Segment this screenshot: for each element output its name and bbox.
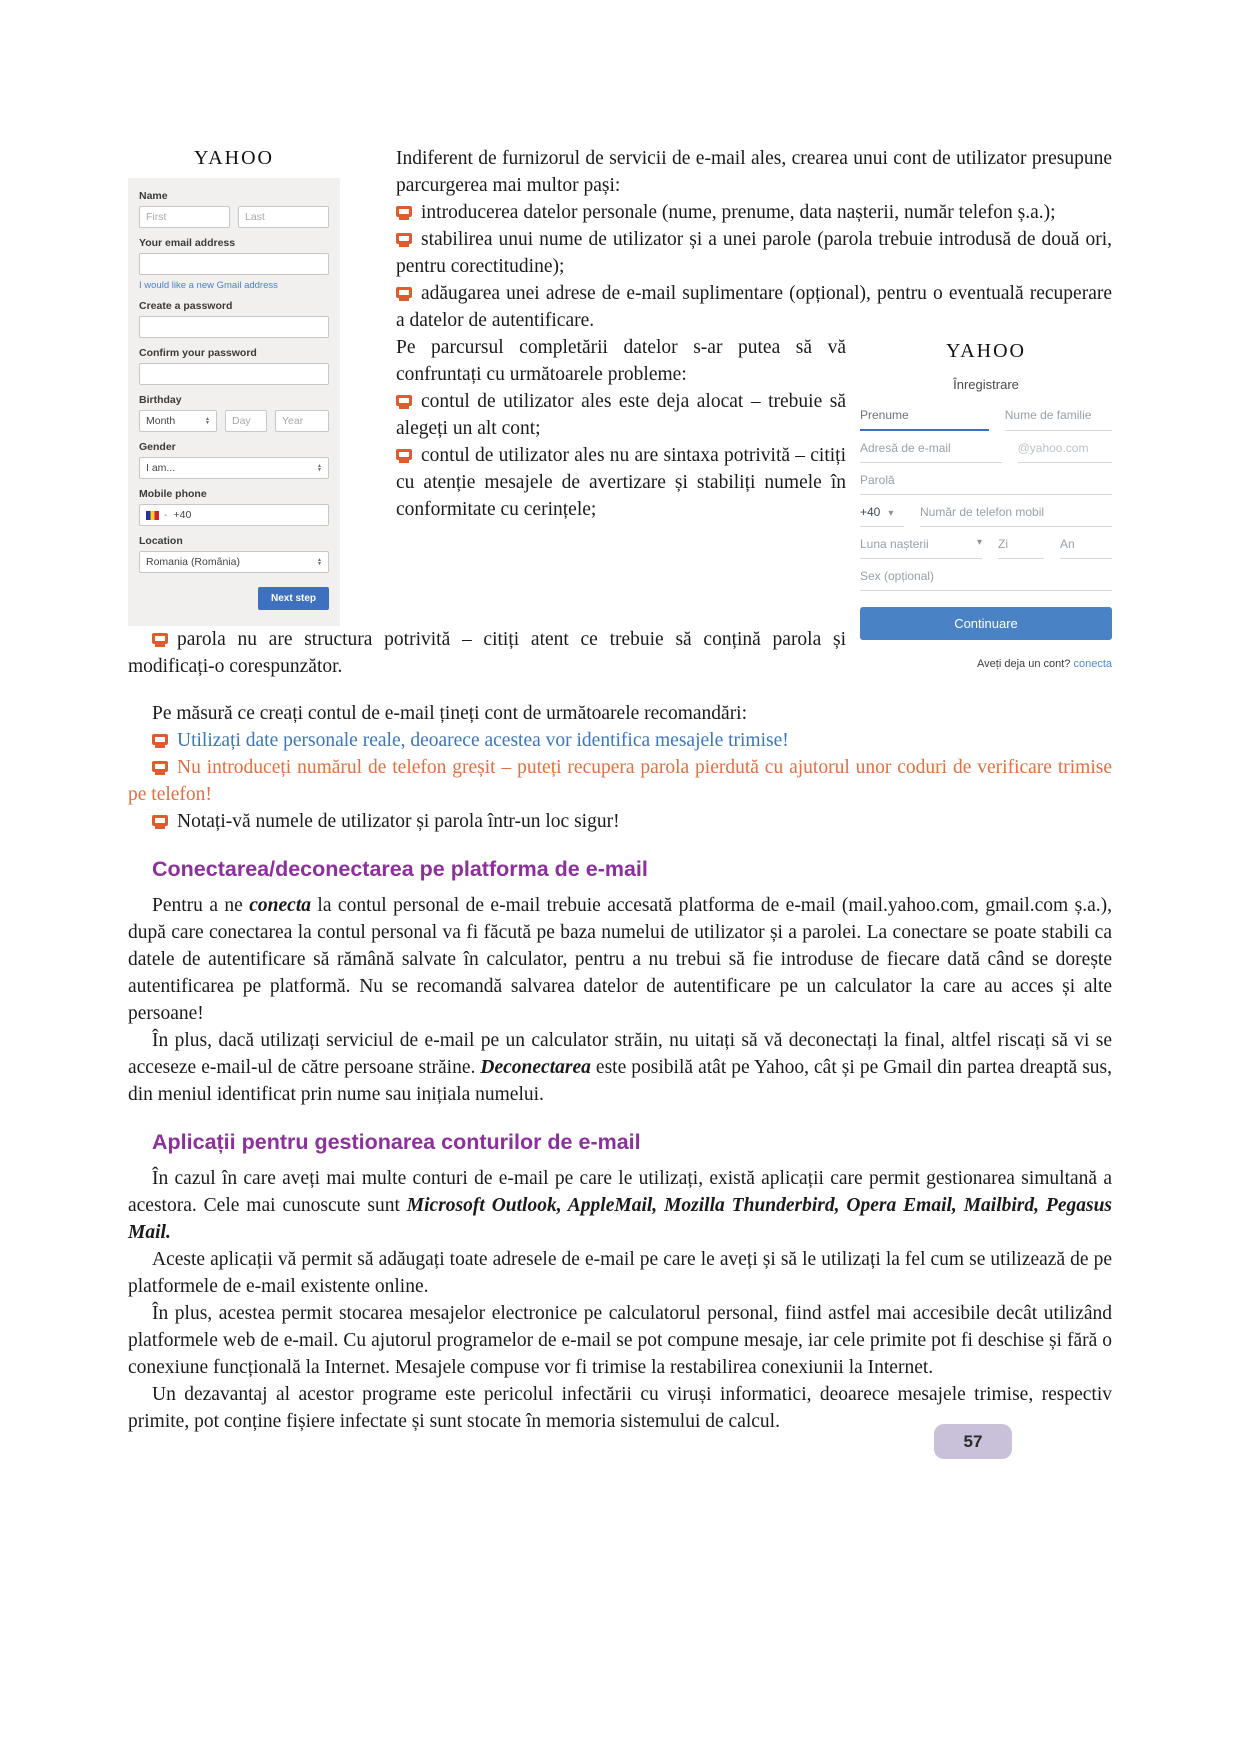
chevron-down-icon — [888, 508, 893, 519]
first-name-input[interactable] — [139, 206, 230, 228]
birth-day-input[interactable]: Zi — [998, 533, 1044, 559]
email-row — [860, 437, 1112, 463]
location-label: Location — [139, 535, 183, 547]
name-row — [139, 206, 329, 228]
paragraph-text: este posibilă atât pe Yahoo, cât și pe Gmail din partea dreaptă sus, din meniul identificat prin nume sau inițiala numelui. — [128, 1057, 1112, 1105]
last-name-input[interactable] — [238, 206, 329, 228]
paragraph-text: la contul personal de e-mail trebuie accesată platforma de e-mail (mail.yahoo.com, gmail.com ș.a.), după care conectarea la contul personal va fi făcută pe baza numelui de utilizator și a parolei. La conectare se poate stabili ca datele de autentificare să rămână salvate în calculator, pentru a nu trebui să fie introduse de fiecare dată când se dorește autentificarea pe platformă. Nu se recomandă salvarea datelor de autentificare pe un calculator la care au acces și alte persoane! — [128, 895, 1112, 1024]
paragraph: Aceste aplicații vă permit să adăugați toate adresele de e-mail pe care le aveți și să le utilizați la fel cum se utilizează de pe platformele de e-mail existente online. — [128, 1249, 1112, 1297]
phone-number-input[interactable]: Număr de telefon mobil — [920, 501, 1112, 527]
form-ro-subtitle: Înregistrare — [953, 377, 1019, 392]
confirm-password-label: Confirm your password — [139, 347, 257, 359]
next-step-button[interactable]: Next step — [258, 587, 329, 610]
section-heading-connect: Conectarea/deconectarea pe platforma de e-mail — [152, 857, 648, 881]
continue-button[interactable]: Continuare — [860, 607, 1112, 640]
day-input[interactable] — [225, 410, 267, 432]
gender-select[interactable] — [139, 457, 329, 479]
bullet-text: contul de utilizator ales este deja alocat – trebuie să alegeți un alt cont; — [396, 391, 846, 439]
bullet-text: parola nu are structura potrivită – citiți atent ce trebuie să conțină parola și modificați-o corespunzător. — [128, 629, 846, 677]
email-domain-suffix: @yahoo.com — [1018, 437, 1112, 463]
romania-flag-icon — [146, 511, 159, 520]
computer-icon — [152, 633, 168, 644]
have-account-text: Aveți deja un cont? — [977, 658, 1071, 670]
bullet-text: introducerea datelor personale (nume, prenume, data nașterii, număr telefon ș.a.); — [421, 202, 1056, 223]
mobile-prefix-value: +40 — [173, 509, 192, 521]
birthdate-row — [860, 533, 1112, 559]
birth-month-select[interactable] — [860, 533, 982, 559]
form-en-title: YAHOO — [194, 147, 274, 169]
recommendations-lead: Pe măsură ce creați contul de e-mail țineți cont de următoarele recomandări: — [152, 703, 748, 724]
problems-intro: Pe parcursul completării datelor s-ar putea să vă confruntați cu următoarele probleme: — [396, 337, 846, 385]
last-name-input[interactable]: Nume de familie — [1005, 404, 1112, 431]
recommendation-item — [128, 754, 1112, 808]
spinner-icon — [317, 558, 322, 566]
mobile-separator: - — [164, 509, 168, 521]
recommendations-section — [128, 700, 1112, 835]
gender-input[interactable]: Sex (opțional) — [860, 565, 1112, 591]
section-heading-apps: Aplicații pentru gestionarea conturilor de e-mail — [152, 1130, 641, 1154]
page-number-badge — [934, 1424, 1012, 1459]
name-label: Name — [139, 190, 168, 202]
recommendation-item — [128, 808, 1112, 835]
recommendation-text: Notați-vă numele de utilizator și parola într-un loc sigur! — [177, 811, 620, 832]
phone-prefix-value: +40 — [860, 505, 881, 519]
paragraph-text: . — [165, 1222, 171, 1243]
paragraph: În plus, acestea permit stocarea mesajelor electronice pe calculatorul personal, fiind astfel mai accesibile decât utilizând platformele web de e-mail. Cu ajutorul programelor de e-mail se pot compune mesaje, iar cele primite pot fi deschise și fără o conexiune funcțională la Internet. Mesajele compuse vor fi trimise la restabilirea conexiunii la Internet. — [128, 1303, 1112, 1378]
signin-link[interactable]: conecta — [1073, 658, 1112, 670]
gender-label: Gender — [139, 441, 176, 453]
email-apps-list: Microsoft Outlook, AppleMail, Mozilla Thunderbird, Opera Email, Mailbird, Pegasus Mail — [128, 1195, 1112, 1243]
form-ro-title: YAHOO — [946, 340, 1026, 362]
password-row — [860, 469, 1112, 495]
intro-paragraph: Indiferent de furnizorul de servicii de e-mail ales, crearea unui cont de utilizator presupune parcurgerea mai multor pași: — [396, 148, 1112, 196]
month-select[interactable] — [139, 410, 217, 432]
spinner-icon — [205, 417, 210, 425]
computer-icon — [396, 233, 412, 244]
paragraph — [128, 1027, 1112, 1108]
bullet-text: adăugarea unei adrese de e-mail suplimentare (opțional), pentru o eventuală recuperare a datelor de autentificare. — [396, 283, 1112, 331]
form-en-panel — [128, 178, 340, 626]
computer-icon — [152, 815, 168, 826]
password-input[interactable]: Parolă — [860, 469, 1112, 495]
year-input[interactable] — [275, 410, 329, 432]
page-number: 57 — [963, 1431, 983, 1451]
phone-prefix-select[interactable] — [860, 501, 904, 527]
phone-row — [860, 501, 1112, 527]
paragraph — [128, 1165, 1112, 1246]
email-label: Your email address — [139, 237, 236, 249]
recommendation-item — [128, 727, 1112, 754]
location-select[interactable] — [139, 551, 329, 573]
create-password-label: Create a password — [139, 300, 233, 312]
computer-icon — [396, 395, 412, 406]
paragraph: Un dezavantaj al acestor programe este pericolul infectării cu viruși informatici, deoarece mesajele trimise, respectiv primite, pot conține fișiere infectate și sunt stocate în memoria sistemului de calcul. — [128, 1384, 1112, 1432]
location-select-value: Romania (România) — [146, 556, 240, 568]
mobile-phone-label: Mobile phone — [139, 488, 207, 500]
paragraph — [128, 892, 1112, 1027]
email-input[interactable]: Adresă de e-mail — [860, 437, 1002, 463]
confirm-password-input[interactable] — [139, 363, 329, 385]
page-content — [128, 145, 1112, 1435]
birthday-label: Birthday — [139, 394, 182, 406]
signin-line — [860, 658, 1112, 670]
yahoo-register-form-ro — [860, 338, 1112, 670]
emphasis-deconectarea: Deconectarea — [480, 1057, 591, 1078]
recommendation-text: Utilizați date personale reale, deoarece acestea vor identifica mesajele trimise! — [177, 730, 789, 751]
chevron-down-icon — [977, 537, 982, 551]
create-password-input[interactable] — [139, 316, 329, 338]
computer-icon — [396, 206, 412, 217]
bullet-text: stabilirea unui nume de utilizator și a unei parole (parola trebuie introdusă de două ori, pentru corectitudine); — [396, 229, 1112, 277]
gmail-address-link[interactable]: I would like a new Gmail address — [139, 280, 278, 291]
month-select-value: Month — [146, 415, 176, 427]
computer-icon — [152, 761, 168, 772]
paragraph-text: În plus, dacă utilizați serviciul de e-mail pe un calculator străin, nu uitați să vă deconectați la final, altfel riscați să vi se acceseze e-mail-ul de către persoane străine. — [128, 1030, 1112, 1078]
first-name-input[interactable]: Prenume — [860, 404, 989, 431]
email-input[interactable] — [139, 253, 329, 275]
birthday-row — [139, 410, 329, 432]
birth-year-input[interactable]: An — [1060, 533, 1112, 559]
recommendation-text: Nu introduceți numărul de telefon greșit – puteți recupera parola pierdută cu ajutorul unor coduri de verificare trimise pe telefon! — [128, 757, 1112, 805]
spinner-icon — [317, 464, 322, 472]
paragraph-text: Pentru a ne — [152, 895, 250, 916]
yahoo-signup-form-en — [128, 145, 340, 626]
birth-month-value: Luna nașterii — [860, 537, 929, 551]
name-row — [860, 404, 1112, 431]
computer-icon — [396, 287, 412, 298]
gender-row — [860, 565, 1112, 591]
mobile-phone-input[interactable] — [139, 504, 329, 526]
computer-icon — [152, 734, 168, 745]
paragraph-text: În cazul în care aveți mai multe conturi de e-mail pe care le utilizați, există aplicații care permit gestionarea simultană a acestora. Cele mai cunoscute sunt — [128, 1168, 1112, 1216]
gender-select-value: I am... — [146, 462, 176, 474]
bullet-text: contul de utilizator ales nu are sintaxa potrivită – citiți cu atenție mesajele de avertizare și stabiliți numele în conformitate cu cerințele; — [396, 445, 846, 520]
computer-icon — [396, 449, 412, 460]
emphasis-conecta: conecta — [249, 895, 311, 916]
